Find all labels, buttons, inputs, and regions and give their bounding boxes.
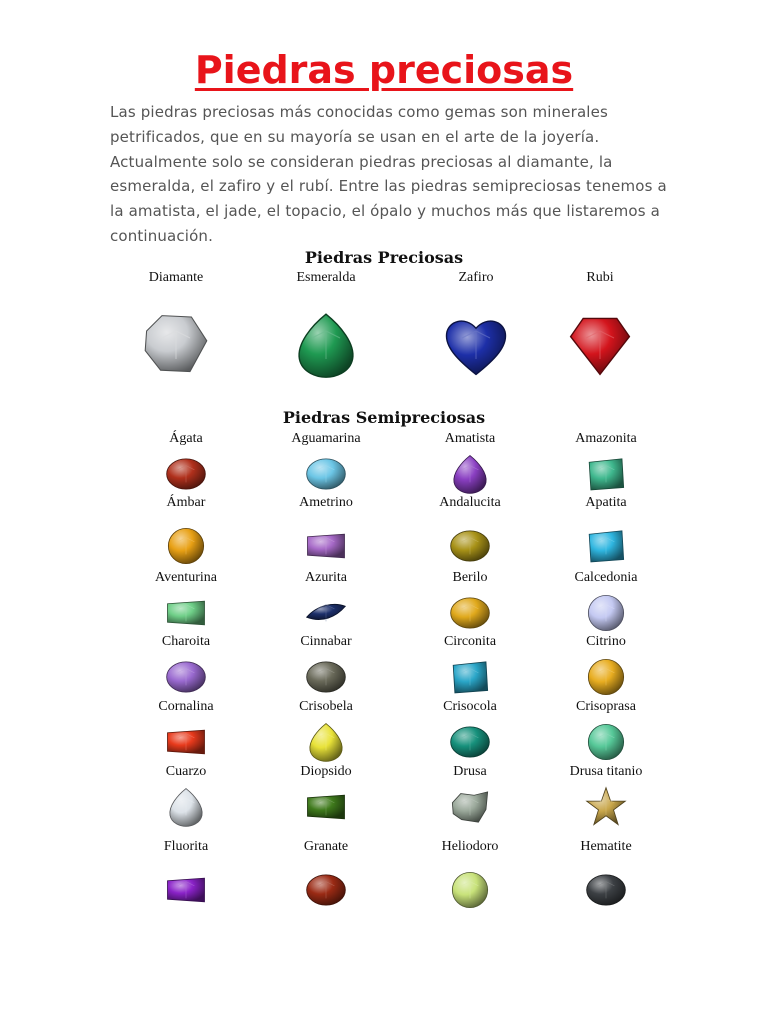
gem-image	[581, 525, 631, 567]
gem-name: Amatista	[444, 431, 496, 446]
gem-name: Diamante	[148, 270, 204, 285]
semiprecious-gem-item	[256, 495, 396, 567]
gem-name: Cinnabar	[300, 634, 352, 649]
semiprecious-gem-item	[400, 570, 540, 634]
precious-heading: Piedras Preciosas	[304, 248, 464, 267]
gem-image	[301, 592, 351, 634]
semiprecious-gem-item	[400, 839, 540, 911]
semiprecious-gem-item	[536, 431, 676, 495]
semiprecious-gem-item	[400, 634, 540, 698]
semiprecious-gem-item	[536, 570, 676, 634]
gem-image	[581, 869, 631, 911]
gem-name: Apatita	[585, 495, 627, 510]
gem-image	[161, 721, 211, 763]
semiprecious-gem-item	[116, 431, 256, 495]
gem-image	[161, 592, 211, 634]
semiprecious-gem-item	[256, 431, 396, 495]
gem-image	[560, 310, 640, 380]
precious-gem-item	[406, 270, 546, 380]
gem-name: Circonita	[443, 634, 497, 649]
semiprecious-gem-item	[116, 764, 256, 828]
gem-name: Crisoprasa	[576, 699, 636, 714]
precious-gem-item	[106, 270, 246, 380]
gem-name: Azurita	[305, 570, 347, 585]
gem-image	[445, 525, 495, 567]
gem-name: Diopsido	[300, 764, 352, 779]
semiprecious-gem-item	[256, 634, 396, 698]
gem-image	[445, 592, 495, 634]
gem-image	[581, 453, 631, 495]
gem-image	[445, 721, 495, 763]
semiprecious-gem-item	[536, 634, 676, 698]
gem-image	[301, 656, 351, 698]
gem-image	[136, 310, 216, 380]
gem-name: Hematite	[580, 839, 632, 854]
gem-image	[581, 592, 631, 634]
semiprecious-gem-item	[116, 495, 256, 567]
gem-image	[161, 453, 211, 495]
gem-name: Charoita	[161, 634, 211, 649]
semiprecious-gem-item	[536, 699, 676, 763]
gem-name: Aguamarina	[291, 431, 361, 446]
semiprecious-gem-item	[536, 495, 676, 567]
gem-name: Cornalina	[158, 699, 214, 714]
semiprecious-gem-item	[256, 839, 396, 911]
gem-image	[301, 721, 351, 763]
semiprecious-gem-item	[400, 699, 540, 763]
semiprecious-gem-item	[256, 699, 396, 763]
gem-name: Crisocola	[443, 699, 497, 714]
gem-image	[161, 656, 211, 698]
gem-name: Calcedonia	[574, 570, 638, 585]
gem-image	[301, 453, 351, 495]
gem-image	[301, 786, 351, 828]
gem-image	[161, 525, 211, 567]
semiprecious-heading: Piedras Semipreciosas	[282, 408, 486, 427]
semiprecious-gem-item	[400, 764, 540, 828]
semiprecious-gem-item	[400, 495, 540, 567]
gem-name: Drusa titanio	[569, 764, 643, 779]
semiprecious-gem-item	[256, 570, 396, 634]
gem-image	[161, 786, 211, 828]
gem-name: Ámbar	[166, 495, 206, 510]
gem-name: Andalucita	[439, 495, 501, 510]
precious-gem-item	[256, 270, 396, 380]
gem-name: Aventurina	[155, 570, 217, 585]
gem-name: Ágata	[169, 431, 203, 446]
semiprecious-gem-item	[256, 764, 396, 828]
gem-name: Zafiro	[458, 270, 494, 285]
gem-image	[301, 869, 351, 911]
semiprecious-gem-item	[116, 570, 256, 634]
semiprecious-gem-item	[536, 839, 676, 911]
gem-image	[161, 869, 211, 911]
gem-image	[436, 310, 516, 380]
gem-name: Citrino	[586, 634, 626, 649]
gem-name: Crisobela	[299, 699, 353, 714]
semiprecious-gem-item	[400, 431, 540, 495]
gem-image	[445, 656, 495, 698]
gem-image	[581, 656, 631, 698]
gem-name: Cuarzo	[165, 764, 207, 779]
gem-name: Amazonita	[575, 431, 637, 446]
gem-image	[445, 869, 495, 911]
gem-image	[581, 786, 631, 828]
intro-paragraph: Las piedras preciosas más conocidas como gemas son minerales petrificados, que en su mayoría se usan en el arte de la joyería. Actualmente solo se consideran piedras preciosas al diamante, la esmeralda, el zafiro y el rubí. Entre las piedras semipreciosas tenemos a la amatista, el jade, el topacio, el ópalo y muchos más que listaremos a continuación.	[110, 103, 667, 245]
gem-image	[445, 786, 495, 828]
gem-image	[301, 525, 351, 567]
gem-image	[581, 721, 631, 763]
page-title: Piedras preciosas	[194, 48, 574, 92]
gem-name: Fluorita	[163, 839, 209, 854]
gem-name: Ametrino	[299, 495, 353, 510]
gem-image	[286, 310, 366, 380]
gem-name: Berilo	[452, 570, 488, 585]
gem-name: Esmeralda	[296, 270, 356, 285]
gem-image	[445, 453, 495, 495]
semiprecious-gem-item	[116, 839, 256, 911]
gem-name: Granate	[303, 839, 349, 854]
semiprecious-gem-item	[536, 764, 676, 828]
precious-gem-item	[530, 270, 670, 380]
gem-name: Drusa	[453, 764, 487, 779]
gem-name: Heliodoro	[441, 839, 499, 854]
semiprecious-gem-item	[116, 634, 256, 698]
gem-name: Rubi	[586, 270, 614, 285]
semiprecious-gem-item	[116, 699, 256, 763]
